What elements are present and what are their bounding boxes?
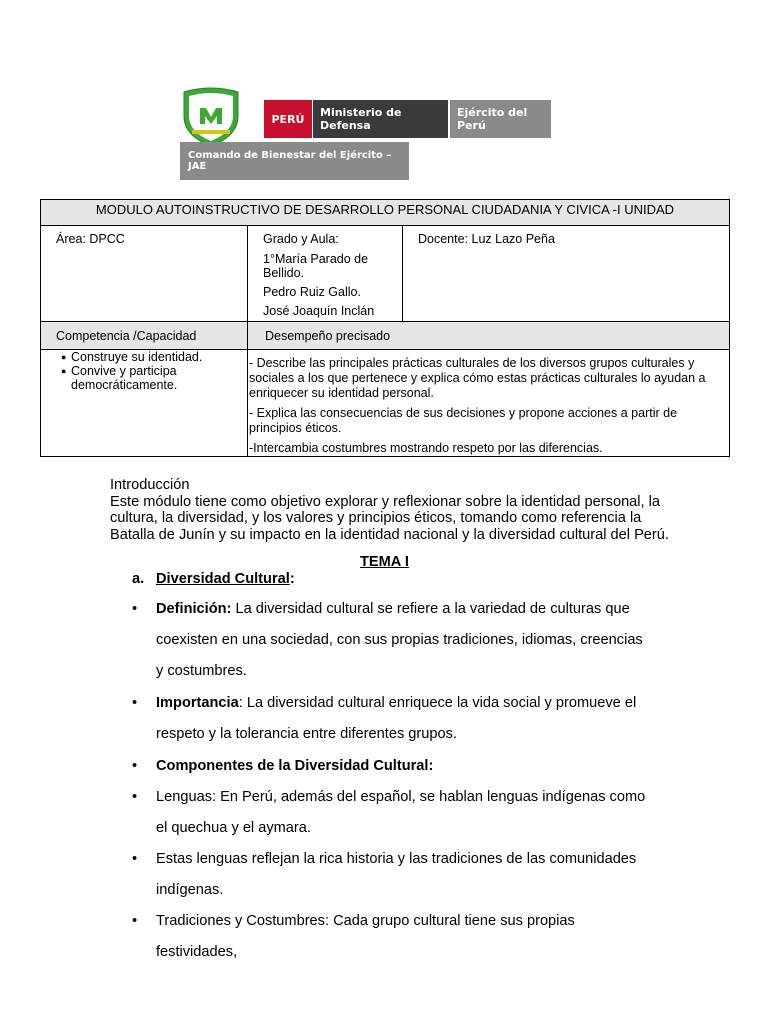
bullet-icon: ● bbox=[61, 366, 67, 376]
list-item-estas-lenguas bbox=[132, 844, 652, 906]
desempeno-item: -Intercambia costumbres mostrando respeto por las diferencias. bbox=[249, 441, 603, 455]
grado-label: Grado y Aula: bbox=[263, 232, 339, 246]
componentes-text: Componentes de la Diversidad Cultural: bbox=[156, 758, 434, 774]
intro-text: Este módulo tiene como objetivo explorar y reflexionar sobre la identidad personal, la cultura, la diversidad, y los valores y principios éticos, tomando como referencia la Batalla de Junín y su impacto en la identidad nacional y la diversidad cultural del Perú. bbox=[110, 493, 669, 543]
competencias-cell bbox=[41, 350, 248, 457]
peru-badge: PERÚ bbox=[264, 100, 312, 138]
ejercito-peru-badge: Ejército del Perú bbox=[450, 100, 551, 138]
grado-line-1: 1°María Parado de Bellido. bbox=[263, 252, 369, 280]
bullet-icon: • bbox=[132, 851, 138, 867]
importancia-text: : La diversidad cultural enriquece la vida social y promueve el respeto y la tolerancia entre diferentes grupos. bbox=[156, 695, 637, 742]
ministerio-defensa-badge: Ministerio de Defensa bbox=[313, 100, 448, 138]
list-item-definicion bbox=[132, 594, 652, 687]
importancia-label: Importancia bbox=[156, 695, 239, 711]
estas-lenguas-text: Estas lenguas reflejan la rica historia y las tradiciones de las comunidades indígenas. bbox=[156, 851, 637, 898]
school-shield-logo bbox=[180, 86, 242, 148]
grado-line-2: Pedro Ruiz Gallo. bbox=[263, 285, 361, 299]
bullet-icon: • bbox=[132, 758, 138, 774]
docente-text: Docente: Luz Lazo Peña bbox=[418, 232, 555, 246]
area-text: Área: DPCC bbox=[56, 232, 125, 246]
introduction bbox=[110, 477, 670, 543]
desempeno-item: - Explica las consecuencias de sus decisiones y propone acciones a partir de principios éticos. bbox=[249, 406, 678, 435]
competencia-header-text: Competencia /Capacidad bbox=[56, 328, 197, 343]
bullet-icon: • bbox=[132, 913, 138, 929]
definicion-text: La diversidad cultural se refiere a la variedad de culturas que coexisten en una sociedad, con sus propias tradiciones, idiomas, creencias y costumbres. bbox=[156, 601, 643, 679]
desempeno-item: - Describe las principales prácticas culturales de los diversos grupos culturales y sociales a los que pertenece y explica cómo estas prácticas culturales lo ayudan a enriquecer su identidad personal. bbox=[249, 356, 706, 400]
section-colon: : bbox=[289, 571, 295, 587]
comando-bienestar-badge: Comando de Bienestar del Ejército – JAE bbox=[180, 142, 409, 180]
competencia-header bbox=[41, 322, 248, 350]
area-cell bbox=[41, 226, 248, 322]
intro-heading: Introducción bbox=[110, 477, 190, 493]
section-heading bbox=[132, 571, 295, 587]
definicion-label: Definición: bbox=[156, 601, 232, 617]
bullet-icon: • bbox=[132, 789, 138, 805]
docente-cell bbox=[403, 226, 730, 322]
competencia-item: ● Construye su identidad. bbox=[41, 350, 247, 364]
lenguas-text: Lenguas: En Perú, además del español, se hablan lenguas indígenas como el quechua y el aymara. bbox=[156, 789, 646, 836]
desempeno-header bbox=[248, 322, 730, 350]
tradiciones-text: Tradiciones y Costumbres: Cada grupo cultural tiene sus propias festividades, bbox=[156, 913, 575, 960]
section-label: a. bbox=[132, 571, 145, 587]
list-item-tradiciones bbox=[132, 906, 652, 968]
module-info-table bbox=[40, 199, 730, 457]
list-item-lenguas bbox=[132, 782, 652, 844]
bullet-icon: ● bbox=[61, 352, 67, 362]
competencia-item: ● Convive y participa democráticamente. bbox=[41, 364, 247, 392]
desempenos-cell bbox=[248, 350, 730, 457]
bullet-icon: • bbox=[132, 601, 138, 617]
section-title: Diversidad Cultural bbox=[156, 571, 290, 587]
grado-line-3: José Joaquín Inclán bbox=[263, 304, 375, 318]
desempeno-header-text: Desempeño precisado bbox=[265, 328, 391, 343]
grado-cell bbox=[248, 226, 403, 322]
table-title: MODULO AUTOINSTRUCTIVO DE DESARROLLO PERSONAL CIUDADANIA Y CIVICA -I UNIDAD bbox=[41, 200, 730, 226]
bullet-icon: • bbox=[132, 695, 138, 711]
tema-title: TEMA I bbox=[360, 554, 409, 570]
list-item-importancia bbox=[132, 688, 652, 750]
list-item-componentes bbox=[132, 751, 652, 782]
